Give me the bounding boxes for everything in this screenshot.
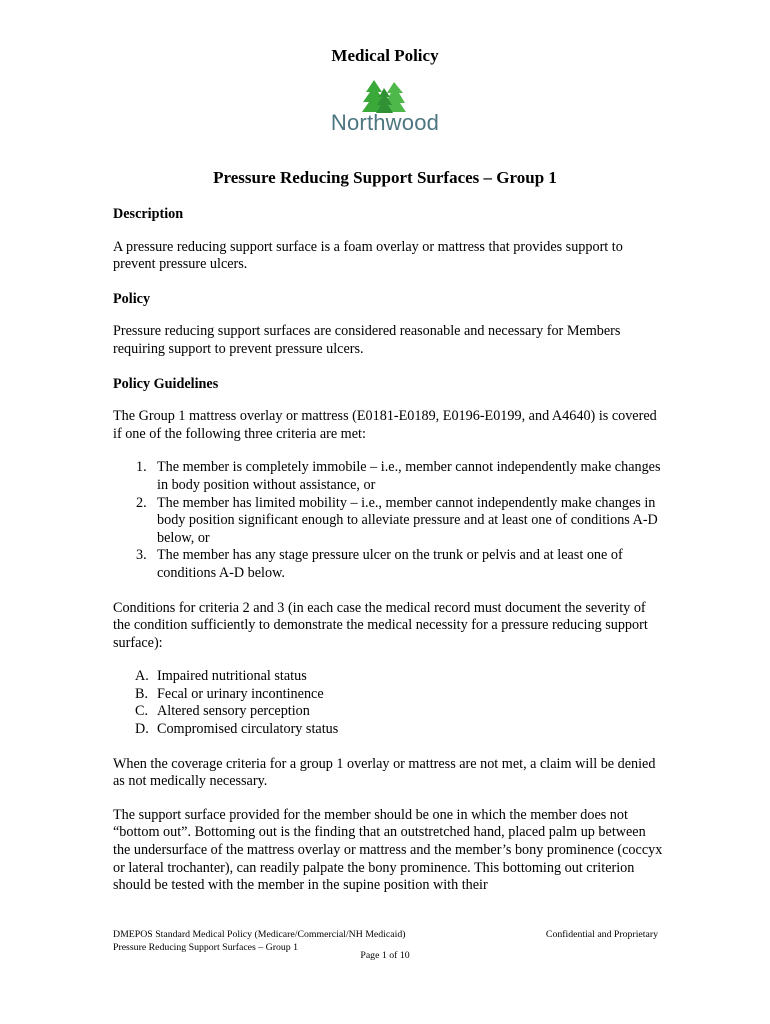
header-title: Medical Policy — [331, 46, 439, 65]
document-title: Pressure Reducing Support Surfaces – Group 1 — [213, 168, 557, 187]
list-item — [113, 686, 663, 704]
footer-title-line: Pressure Reducing Support Surfaces – Group 1 — [113, 942, 299, 953]
list-item — [113, 459, 663, 494]
list-item-text: Altered sensory perception — [157, 703, 310, 720]
conditions-list — [113, 668, 663, 738]
list-item-text: The member has limited mobility – i.e., member cannot independently make changes in body position significant enough to alleviate pressure and at least one of conditions A-D below, or — [157, 494, 658, 546]
guidelines-intro: The Group 1 mattress overlay or mattress (E0181-E0189, E0196-E0199, and A4640) is covered if one of the following three criteria are met: — [113, 408, 657, 442]
bottom-out-text: The support surface provided for the member should be one in which the member does not “bottom out”. Bottoming out is the finding that an outstretched hand, placed palm up between the undersurface of the mattress overlay or mattress and the member’s bony prominence (coccyx or lateral trochanter), can readily palpate the bony prominence. This bottoming out criterion should be tested with the member in the supine position with their — [113, 806, 663, 894]
criteria-not-met-text: When the coverage criteria for a group 1 overlay or mattress are not met, a claim will be denied as not medically necessary. — [113, 755, 656, 790]
list-marker: B. — [135, 685, 149, 702]
description-heading: Description — [113, 206, 184, 222]
list-item-text: The member has any stage pressure ulcer on the trunk or pelvis and at least one of conditions A-D below. — [157, 547, 623, 581]
list-item — [113, 495, 663, 548]
conditions-intro: Conditions for criteria 2 and 3 (in each case the medical record must document the severity of the condition sufficiently to demonstrate the medical necessity for a pressure reducing support surface): — [113, 599, 648, 651]
list-item — [113, 547, 663, 582]
list-marker: D. — [135, 721, 149, 738]
pine-trees-icon — [360, 78, 410, 114]
footer-confidential: Confidential and Proprietary — [545, 929, 658, 940]
list-item — [113, 721, 663, 739]
guidelines-heading: Policy Guidelines — [113, 375, 219, 392]
list-item-text: The member is completely immobile – i.e., member cannot independently make changes in body position without assistance, or — [157, 459, 661, 493]
list-marker: C. — [135, 703, 149, 720]
list-item-text: Compromised circulatory status — [157, 721, 339, 738]
list-marker: 2. — [136, 494, 147, 511]
list-marker: 3. — [136, 547, 147, 564]
description-text: A pressure reducing support surface is a foam overlay or mattress that provides support to prevent pressure ulcers. — [113, 238, 623, 273]
criteria-list — [113, 459, 663, 582]
document-body — [113, 206, 663, 912]
list-item — [113, 703, 663, 721]
list-item — [113, 668, 663, 686]
policy-heading: Policy — [113, 290, 151, 307]
list-marker: 1. — [136, 459, 147, 476]
logo-wordmark: Northwood — [330, 110, 440, 135]
policy-text: Pressure reducing support surfaces are considered reasonable and necessary for Members requiring support to prevent pressure ulcers. — [113, 323, 621, 357]
northwood-logo — [320, 78, 450, 138]
page-number: Page 1 of 10 — [360, 950, 410, 961]
footer-policy-line: DMEPOS Standard Medical Policy (Medicare/Commercial/NH Medicaid) — [113, 929, 406, 940]
list-marker: A. — [135, 668, 149, 685]
list-item-text: Impaired nutritional status — [157, 668, 307, 685]
list-item-text: Fecal or urinary incontinence — [157, 685, 324, 702]
